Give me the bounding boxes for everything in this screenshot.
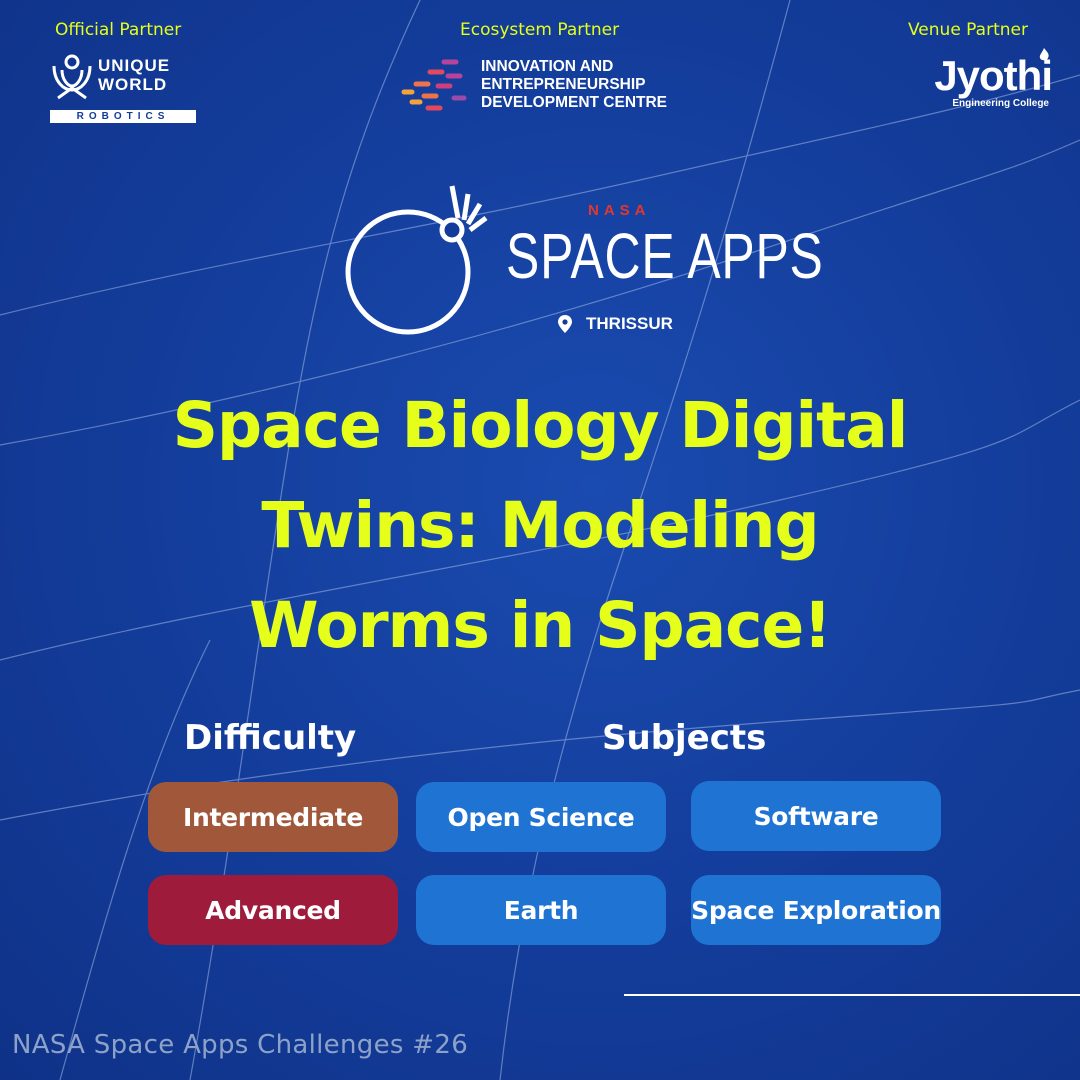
challenge-title [40, 376, 1040, 676]
uwr-robotics-bar: ROBOTICS [50, 110, 196, 123]
nasa-label: NASA [588, 202, 651, 219]
space-apps-logo [340, 180, 824, 340]
location-tag [558, 314, 673, 334]
location-text: THRISSUR [586, 314, 673, 333]
difficulty-intermediate-badge: Intermediate [148, 782, 398, 852]
jyothi-logo [902, 50, 1052, 116]
challenge-title-line1: Space Biology Digital [172, 389, 908, 462]
challenge-title-line2: Twins: Modeling [261, 489, 819, 562]
lotus-icon [50, 52, 94, 104]
subject-open-science-badge: Open Science [416, 782, 666, 852]
uwr-line1: UNIQUE [98, 56, 171, 75]
jyothi-wordmark: Jyothi [934, 52, 1052, 99]
space-apps-orbit-icon [340, 180, 500, 340]
iedc-line1: INNOVATION AND [481, 58, 614, 75]
unique-world-robotics-logo [50, 52, 200, 124]
subject-space-exploration-badge: Space Exploration [691, 875, 941, 945]
iedc-arrow-pattern-icon [398, 56, 472, 120]
iedc-logo [398, 56, 698, 120]
footer-series-label: NASA Space Apps Challenges #26 [12, 1030, 469, 1060]
subject-earth-badge: Earth [416, 875, 666, 945]
ecosystem-partner-label: Ecosystem Partner [460, 20, 620, 40]
iedc-wordmark [481, 58, 667, 112]
official-partner-label: Official Partner [55, 20, 182, 40]
subjects-heading: Subjects [602, 718, 767, 758]
iedc-line3: DEVELOPMENT CENTRE [481, 94, 668, 111]
location-pin-icon [558, 315, 572, 333]
footer-divider [624, 994, 1080, 996]
iedc-line2: ENTREPRENEURSHIP [481, 76, 646, 93]
difficulty-heading: Difficulty [184, 718, 357, 758]
venue-partner-label: Venue Partner [908, 20, 1028, 40]
subject-software-badge: Software [691, 781, 941, 851]
uwr-wordmark [98, 56, 170, 94]
uwr-line2: WORLD [98, 75, 168, 94]
difficulty-advanced-badge: Advanced [148, 875, 398, 945]
jyothi-subtitle: Engineering College [952, 98, 1049, 109]
space-apps-wordmark: SPACE APPS [506, 220, 824, 292]
challenge-title-line3: Worms in Space! [249, 589, 831, 662]
